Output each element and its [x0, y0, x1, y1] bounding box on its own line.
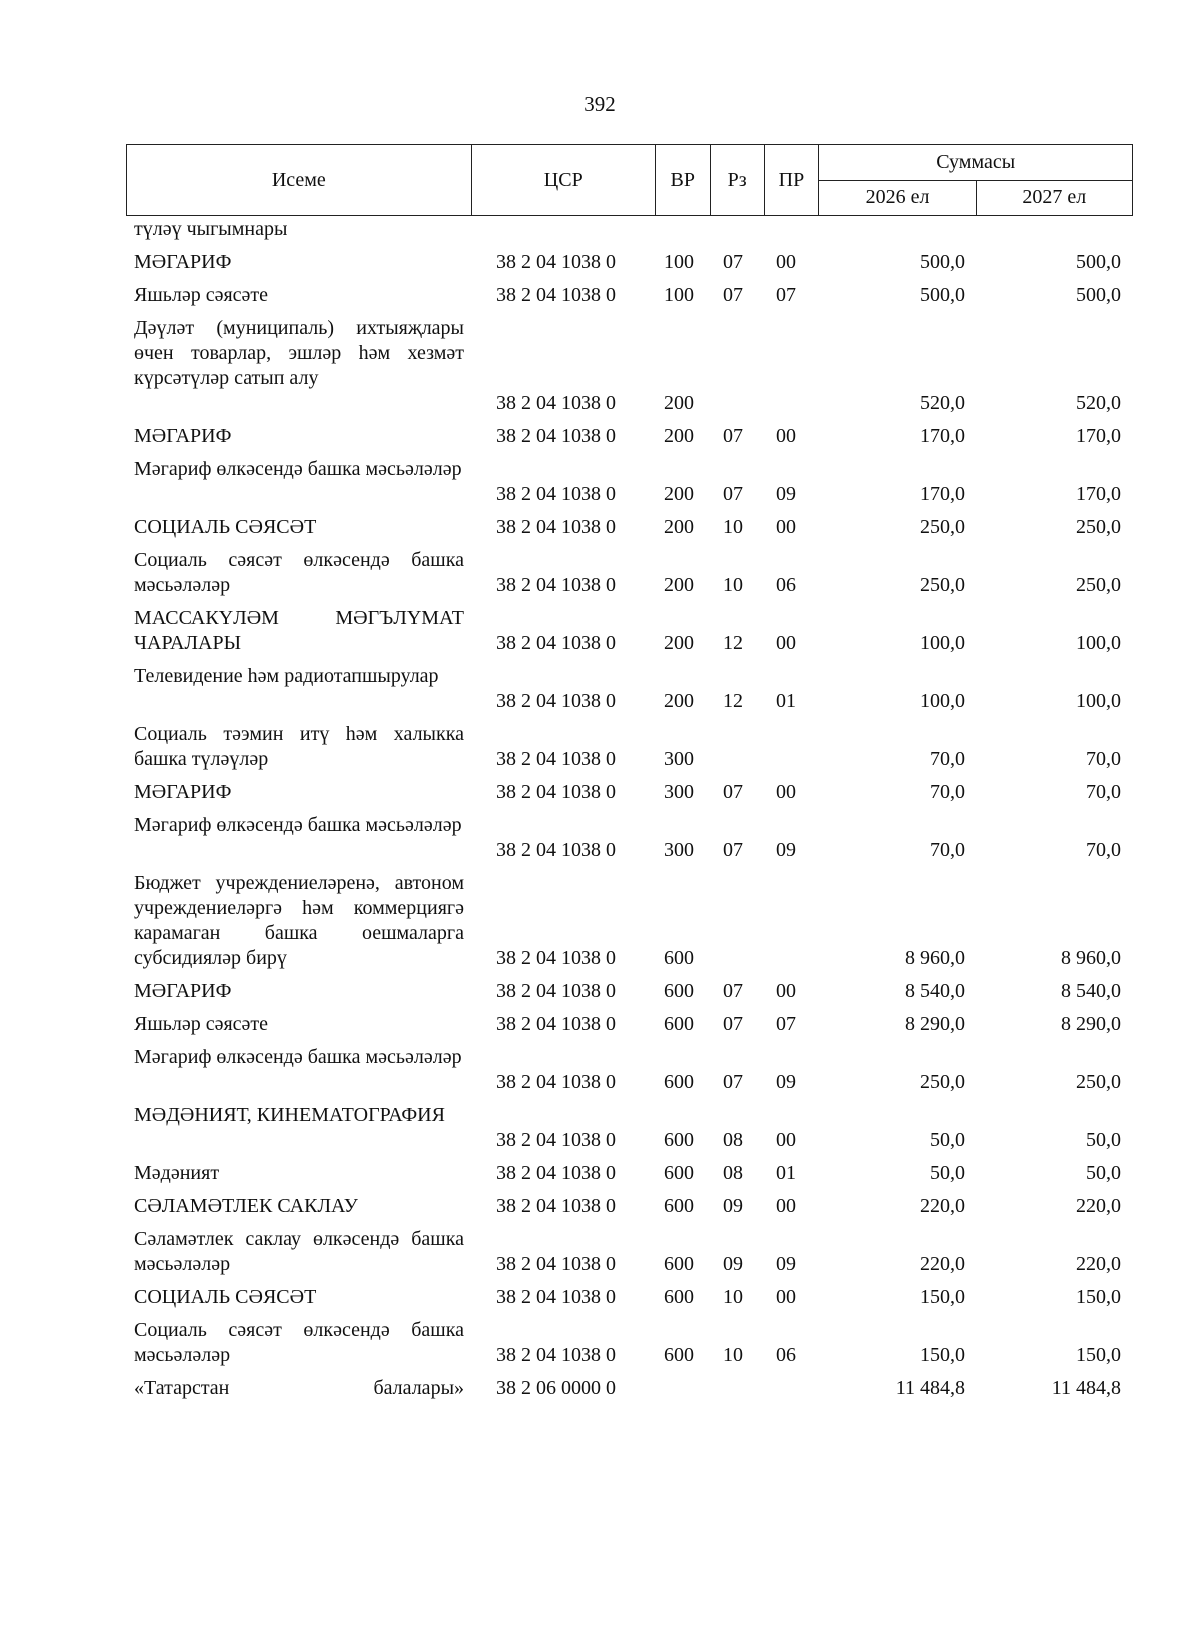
- row-name: МАССАКҮЛӘМ МӘГЪЛҮМАТ ЧАРАЛАРЫ: [134, 607, 464, 654]
- row-sum-2027: 250,0: [1076, 574, 1121, 596]
- row-vr: 600: [664, 1071, 694, 1093]
- row-name: МӘГАРИФ: [134, 251, 232, 273]
- row-rz: 07: [723, 980, 743, 1002]
- row-sum-2026: 8 290,0: [905, 1013, 965, 1035]
- row-pr: 01: [776, 1162, 796, 1184]
- row-vr: 200: [664, 483, 694, 505]
- table-row: [126, 664, 1133, 714]
- row-sum-2027: 8 290,0: [1061, 1013, 1121, 1035]
- row-rz: 07: [723, 839, 743, 861]
- row-vr: 200: [664, 632, 694, 654]
- row-name: Яшьләр сәясәте: [134, 284, 269, 306]
- row-pr: 00: [776, 1195, 796, 1217]
- row-name: Социаль сәясәт өлкәсендә башка мәсьәләләр: [134, 549, 464, 596]
- row-vr: 600: [664, 1013, 694, 1035]
- row-rz: 10: [723, 1344, 743, 1366]
- row-sum-2027: 50,0: [1086, 1129, 1121, 1151]
- row-sum-2026: 50,0: [930, 1129, 965, 1151]
- table-row: [126, 1045, 1133, 1095]
- table-row: [126, 606, 1133, 656]
- row-sum-2027: 70,0: [1086, 839, 1121, 861]
- row-vr: 200: [664, 516, 694, 538]
- row-name: Мәдәният: [134, 1162, 220, 1184]
- row-name: СОЦИАЛЬ СӘЯСӘТ: [134, 516, 317, 538]
- table-row: [126, 1285, 1133, 1310]
- row-name: Социаль сәясәт өлкәсендә башка мәсьәләләр: [134, 1319, 464, 1366]
- row-csr: 38 2 04 1038 0: [496, 781, 616, 803]
- row-sum-2026: 220,0: [920, 1195, 965, 1217]
- table-row: [126, 722, 1133, 772]
- row-csr: 38 2 04 1038 0: [496, 748, 616, 770]
- row-pr: 00: [776, 1286, 796, 1308]
- header-name: Исеме: [127, 145, 472, 216]
- row-name: Телевидение һәм радиотапшырулар: [134, 665, 439, 687]
- row-sum-2027: 250,0: [1076, 1071, 1121, 1093]
- row-vr: 600: [664, 1129, 694, 1151]
- row-name: СӘЛАМӘТЛЕК САКЛАУ: [134, 1195, 358, 1217]
- row-rz: 12: [723, 632, 743, 654]
- row-name: «Татарстан балалары»: [134, 1377, 464, 1399]
- row-vr: 200: [664, 690, 694, 712]
- table-row: [126, 515, 1133, 540]
- row-rz: 07: [723, 284, 743, 306]
- row-name: Социаль тәэмин итү һәм халыкка башка түләүләр: [134, 723, 464, 770]
- row-sum-2026: 100,0: [920, 690, 965, 712]
- row-vr: 100: [664, 284, 694, 306]
- table-row: [126, 780, 1133, 805]
- row-name: Мәгариф өлкәсендә башка мәсьәләләр: [134, 814, 462, 836]
- table-body: [126, 217, 1133, 1401]
- table-row: [126, 316, 1133, 416]
- row-sum-2027: 70,0: [1086, 748, 1121, 770]
- row-sum-2027: 500,0: [1076, 284, 1121, 306]
- row-sum-2027: 8 540,0: [1061, 980, 1121, 1002]
- row-name: Мәгариф өлкәсендә башка мәсьәләләр: [134, 1046, 462, 1068]
- row-csr: 38 2 04 1038 0: [496, 483, 616, 505]
- header-sums: Суммасы: [819, 145, 1133, 181]
- row-sum-2027: 220,0: [1076, 1253, 1121, 1275]
- row-name: МӘГАРИФ: [134, 425, 232, 447]
- row-csr: 38 2 04 1038 0: [496, 839, 616, 861]
- row-vr: 200: [664, 392, 694, 414]
- row-rz: 07: [723, 1013, 743, 1035]
- row-rz: 12: [723, 690, 743, 712]
- row-csr: 38 2 04 1038 0: [496, 1013, 616, 1035]
- row-vr: 300: [664, 839, 694, 861]
- row-pr: 00: [776, 980, 796, 1002]
- table-row: [126, 217, 1133, 242]
- header-year-2027: 2027 ел: [976, 180, 1132, 216]
- row-sum-2027: 170,0: [1076, 425, 1121, 447]
- row-csr: 38 2 04 1038 0: [496, 1344, 616, 1366]
- row-pr: 07: [776, 1013, 796, 1035]
- row-pr: 00: [776, 781, 796, 803]
- row-vr: 100: [664, 251, 694, 273]
- row-sum-2027: 150,0: [1076, 1286, 1121, 1308]
- row-pr: 01: [776, 690, 796, 712]
- row-csr: 38 2 04 1038 0: [496, 1253, 616, 1275]
- row-rz: 09: [723, 1253, 743, 1275]
- row-vr: 600: [664, 1162, 694, 1184]
- table-header: [126, 144, 1133, 216]
- row-sum-2026: 70,0: [930, 839, 965, 861]
- row-csr: 38 2 04 1038 0: [496, 1071, 616, 1093]
- header-year-2026: 2026 ел: [819, 180, 976, 216]
- row-name: Мәгариф өлкәсендә башка мәсьәләләр: [134, 458, 462, 480]
- row-sum-2027: 100,0: [1076, 632, 1121, 654]
- table-row: [126, 979, 1133, 1004]
- row-sum-2027: 70,0: [1086, 781, 1121, 803]
- row-name: Дәүләт (муниципаль) ихтыяҗлары өчен товарлар, эшләр һәм хезмәт күрсәтүләр сатып алу: [134, 317, 464, 389]
- header-csr: ЦСР: [471, 145, 655, 216]
- row-csr: 38 2 04 1038 0: [496, 425, 616, 447]
- row-sum-2027: 50,0: [1086, 1162, 1121, 1184]
- table-row: [126, 250, 1133, 275]
- row-csr: 38 2 04 1038 0: [496, 690, 616, 712]
- table-row: [126, 424, 1133, 449]
- row-pr: 09: [776, 1253, 796, 1275]
- row-sum-2026: 250,0: [920, 516, 965, 538]
- row-vr: 600: [664, 947, 694, 969]
- row-sum-2026: 170,0: [920, 483, 965, 505]
- row-sum-2026: 250,0: [920, 1071, 965, 1093]
- table-row: [126, 1194, 1133, 1219]
- row-sum-2027: 11 484,8: [1051, 1377, 1121, 1399]
- header-rz: Рз: [710, 145, 764, 216]
- row-vr: 600: [664, 1195, 694, 1217]
- row-vr: 300: [664, 781, 694, 803]
- header-pr: ПР: [764, 145, 819, 216]
- row-vr: 200: [664, 574, 694, 596]
- table-row: [126, 1227, 1133, 1277]
- row-rz: 07: [723, 425, 743, 447]
- table-row: [126, 1376, 1133, 1401]
- row-csr: 38 2 04 1038 0: [496, 632, 616, 654]
- table-row: [126, 1318, 1133, 1368]
- table-row: [126, 1012, 1133, 1037]
- row-sum-2026: 11 484,8: [895, 1377, 965, 1399]
- row-csr: 38 2 04 1038 0: [496, 251, 616, 273]
- row-sum-2026: 100,0: [920, 632, 965, 654]
- row-pr: 09: [776, 839, 796, 861]
- row-csr: 38 2 04 1038 0: [496, 1286, 616, 1308]
- row-sum-2026: 250,0: [920, 574, 965, 596]
- row-csr: 38 2 04 1038 0: [496, 947, 616, 969]
- row-name: Яшьләр сәясәте: [134, 1013, 269, 1035]
- row-pr: 00: [776, 516, 796, 538]
- row-name: Бюджет учреждениеләренә, автоном учреждениеләргә һәм коммерциягә карамаган башка оешмаларга субсидияләр бирү: [134, 872, 464, 969]
- row-sum-2026: 50,0: [930, 1162, 965, 1184]
- row-pr: 00: [776, 251, 796, 273]
- row-pr: 00: [776, 425, 796, 447]
- row-name: түләү чыгымнары: [134, 218, 288, 240]
- row-sum-2027: 150,0: [1076, 1344, 1121, 1366]
- row-pr: 09: [776, 1071, 796, 1093]
- page-number: 392: [584, 92, 616, 116]
- row-csr: 38 2 04 1038 0: [496, 1129, 616, 1151]
- row-sum-2026: 150,0: [920, 1286, 965, 1308]
- row-pr: 00: [776, 632, 796, 654]
- row-name: СОЦИАЛЬ СӘЯСӘТ: [134, 1286, 317, 1308]
- row-vr: 600: [664, 1286, 694, 1308]
- row-vr: 600: [664, 1253, 694, 1275]
- row-sum-2026: 150,0: [920, 1344, 965, 1366]
- row-sum-2027: 250,0: [1076, 516, 1121, 538]
- row-rz: 08: [723, 1162, 743, 1184]
- row-sum-2026: 500,0: [920, 251, 965, 273]
- row-rz: 07: [723, 1071, 743, 1093]
- row-pr: 06: [776, 1344, 796, 1366]
- row-csr: 38 2 04 1038 0: [496, 980, 616, 1002]
- table-row: [126, 813, 1133, 863]
- row-vr: 600: [664, 980, 694, 1002]
- row-csr: 38 2 04 1038 0: [496, 574, 616, 596]
- row-rz: 10: [723, 516, 743, 538]
- table-row: [126, 283, 1133, 308]
- row-name: Сәламәтлек саклау өлкәсендә башка мәсьәләләр: [134, 1228, 464, 1275]
- row-sum-2026: 520,0: [920, 392, 965, 414]
- row-pr: 00: [776, 1129, 796, 1151]
- row-sum-2027: 100,0: [1076, 690, 1121, 712]
- row-pr: 06: [776, 574, 796, 596]
- header-vr: ВР: [655, 145, 710, 216]
- row-vr: 200: [664, 425, 694, 447]
- row-csr: 38 2 04 1038 0: [496, 1162, 616, 1184]
- row-sum-2026: 220,0: [920, 1253, 965, 1275]
- row-vr: 600: [664, 1344, 694, 1366]
- row-rz: 08: [723, 1129, 743, 1151]
- row-csr: 38 2 04 1038 0: [496, 1195, 616, 1217]
- row-name: МӘДӘНИЯТ, КИНЕМАТОГРАФИЯ: [134, 1104, 445, 1126]
- row-pr: 09: [776, 483, 796, 505]
- row-rz: 09: [723, 1195, 743, 1217]
- row-sum-2027: 520,0: [1076, 392, 1121, 414]
- table-row: [126, 457, 1133, 507]
- row-sum-2026: 500,0: [920, 284, 965, 306]
- row-sum-2027: 170,0: [1076, 483, 1121, 505]
- row-name: МӘГАРИФ: [134, 980, 232, 1002]
- row-rz: 07: [723, 251, 743, 273]
- table-row: [126, 871, 1133, 971]
- row-pr: 07: [776, 284, 796, 306]
- row-csr: 38 2 04 1038 0: [496, 516, 616, 538]
- row-sum-2027: 8 960,0: [1061, 947, 1121, 969]
- row-sum-2027: 500,0: [1076, 251, 1121, 273]
- row-rz: 07: [723, 483, 743, 505]
- row-sum-2027: 220,0: [1076, 1195, 1121, 1217]
- row-csr: 38 2 04 1038 0: [496, 284, 616, 306]
- row-rz: 10: [723, 1286, 743, 1308]
- row-sum-2026: 70,0: [930, 748, 965, 770]
- row-sum-2026: 8 540,0: [905, 980, 965, 1002]
- row-rz: 10: [723, 574, 743, 596]
- row-sum-2026: 70,0: [930, 781, 965, 803]
- table-row: [126, 548, 1133, 598]
- row-csr: 38 2 06 0000 0: [496, 1377, 616, 1399]
- table-row: [126, 1103, 1133, 1153]
- row-rz: 07: [723, 781, 743, 803]
- table-row: [126, 1161, 1133, 1186]
- row-sum-2026: 170,0: [920, 425, 965, 447]
- row-sum-2026: 8 960,0: [905, 947, 965, 969]
- row-vr: 300: [664, 748, 694, 770]
- row-csr: 38 2 04 1038 0: [496, 392, 616, 414]
- row-name: МӘГАРИФ: [134, 781, 232, 803]
